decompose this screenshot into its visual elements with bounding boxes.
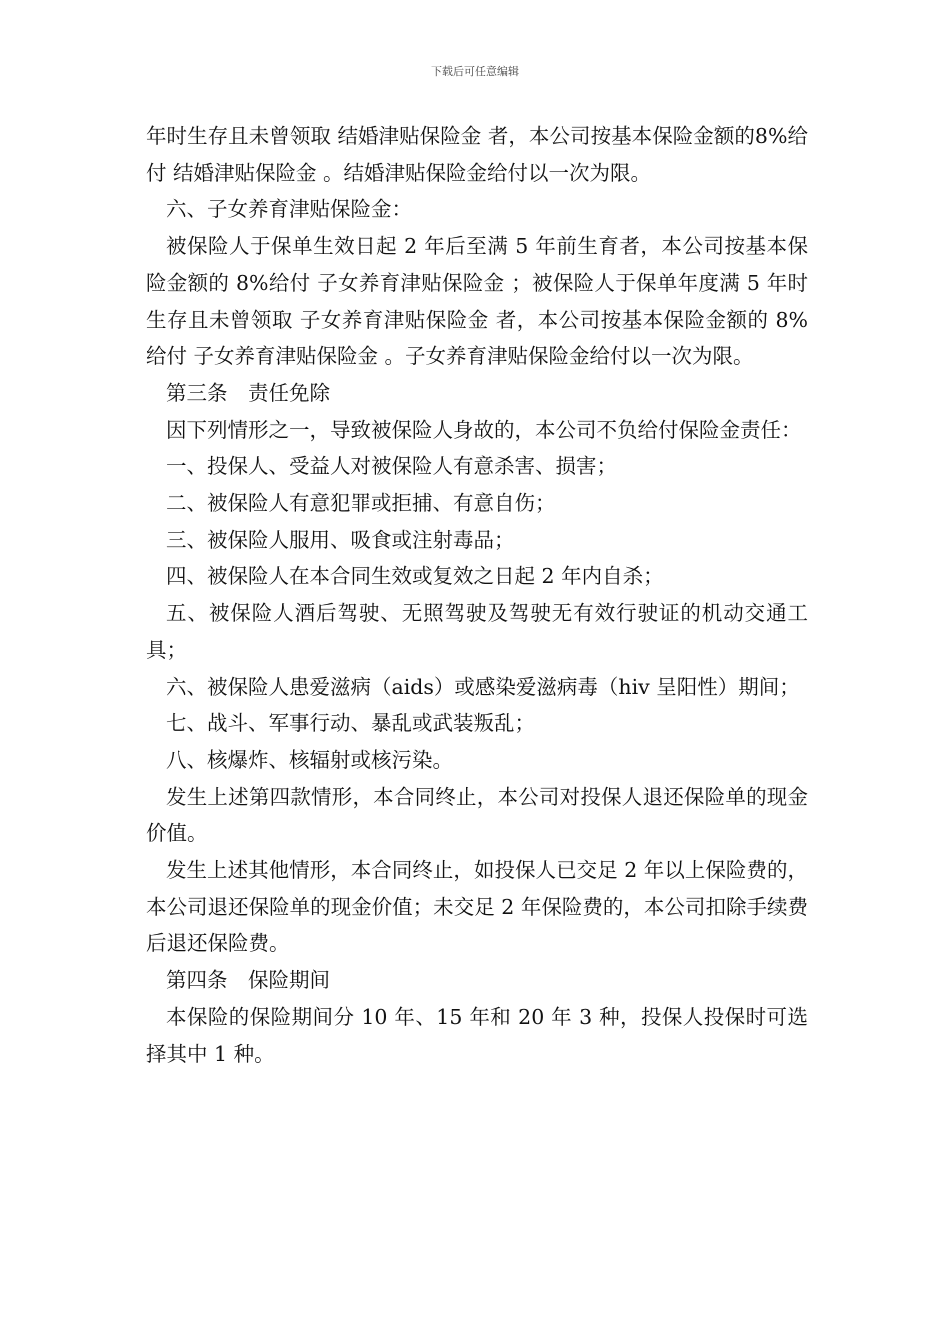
paragraph-marriage-allowance-cont: 年时生存且未曾领取 结婚津贴保险金 者，本公司按基本保险金额的8%给付 结婚津贴保险金 。结婚津贴保险金给付以一次为限。 bbox=[146, 124, 808, 185]
exclusion-item-2: 二、被保险人有意犯罪或拒捕、有意自伤； bbox=[166, 491, 556, 516]
paragraph-exclusion-4-consequence: 发生上述第四款情形，本合同终止，本公司对投保人退还保险单的现金价值。 bbox=[146, 784, 808, 846]
paragraph-insurance-period: 本保险的保险期间分 10 年、15 年和 20 年 3 种，投保人投保时可选择其中 1 种。 bbox=[146, 1004, 808, 1066]
paragraph-exclusions-intro: 因下列情形之一，导致被保险人身故的，本公司不负给付保险金责任： bbox=[166, 417, 802, 442]
document-body bbox=[146, 118, 808, 1072]
exclusion-item-5: 五、被保险人酒后驾驶、无照驾驶及驾驶无有效行驶证的机动交通工具； bbox=[146, 601, 808, 662]
heading-child-allowance: 六、子女养育津贴保险金： bbox=[166, 197, 412, 222]
exclusion-item-3: 三、被保险人服用、吸食或注射毒品； bbox=[166, 527, 515, 552]
paragraph-other-exclusion-consequence: 发生上述其他情形，本合同终止，如投保人已交足 2 年以上保险费的，本公司退还保险单的现金价值；未交足 2 年保险费的，本公司扣除手续费后退还保险费。 bbox=[146, 858, 808, 956]
exclusion-item-1: 一、投保人、受益人对被保险人有意杀害、损害； bbox=[166, 454, 617, 479]
exclusion-item-7: 七、战斗、军事行动、暴乱或武装叛乱； bbox=[166, 711, 535, 736]
page-header: 下载后可任意编辑 bbox=[431, 65, 519, 78]
article-3-title: 第三条 责任免除 bbox=[166, 380, 330, 405]
exclusion-item-4: 四、被保险人在本合同生效或复效之日起 2 年内自杀； bbox=[166, 564, 664, 589]
paragraph-child-allowance: 被保险人于保单生效日起 2 年后至满 5 年前生育者，本公司按基本保险金额的 8%给付 子女养育津贴保险金 ；被保险人于保单年度满 5 年时生存且未曾领取 子女养育津贴保险金 者，本公司按基本保险金额的 8%给付 子女养育津贴保险金 。子女养育津贴保险金给付以一次为限。 bbox=[146, 234, 808, 369]
exclusion-item-6: 六、被保险人患爱滋病（aids）或感染爱滋病毒（hiv 呈阳性）期间； bbox=[166, 674, 800, 699]
exclusion-item-8: 八、核爆炸、核辐射或核污染。 bbox=[166, 747, 453, 772]
article-4-title: 第四条 保险期间 bbox=[166, 968, 330, 993]
